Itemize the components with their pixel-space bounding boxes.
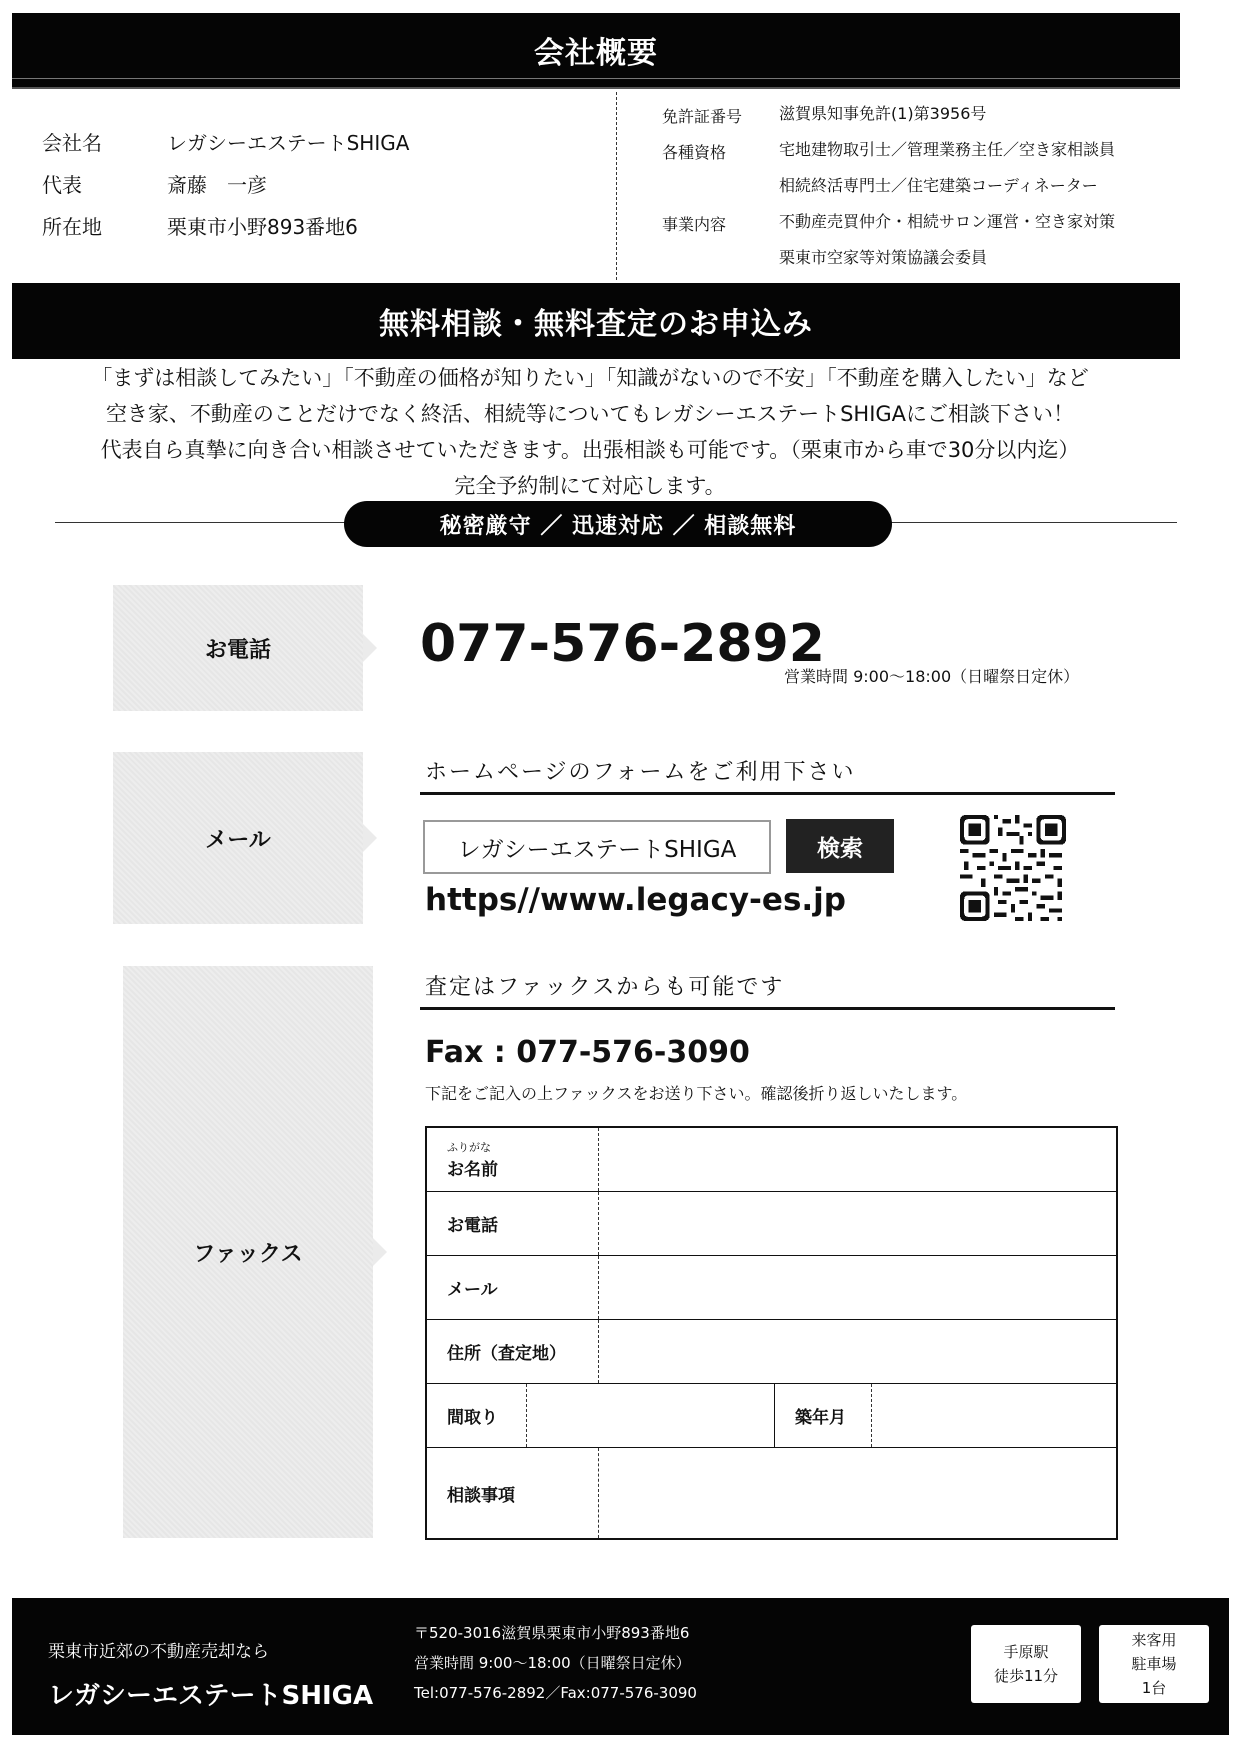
location-row bbox=[42, 204, 409, 246]
parking-box bbox=[1099, 1625, 1209, 1703]
mail-label: メール bbox=[205, 827, 271, 853]
footer-address: 〒520-3016滋賀県栗東市小野893番地6 bbox=[414, 1624, 690, 1642]
fax-number: Fax : 077-576-3090 bbox=[425, 1035, 750, 1070]
parking-line-1: 来客用 bbox=[1131, 1631, 1177, 1649]
company-name-row bbox=[42, 120, 409, 162]
location-value: 栗東市小野893番地6 bbox=[167, 214, 358, 239]
station-name: 手原駅 bbox=[1003, 1643, 1049, 1661]
fax-heading: 査定はファックスからも可能です bbox=[425, 975, 785, 1000]
furigana-label: ふりがな bbox=[447, 1141, 491, 1154]
phone-label: お電話 bbox=[204, 637, 271, 663]
intro-line-2: 空き家、不動産のことだけでなく終活、相続等についてもレガシーエステートSHIGAにご相談下さい！ bbox=[105, 402, 1075, 426]
company-info-left bbox=[42, 120, 409, 246]
parking-line-2: 駐車場 bbox=[1131, 1655, 1177, 1673]
form-row-layout-built bbox=[427, 1384, 1116, 1448]
qualifications-value-1: 宅地建物取引士／管理業務主任／空き家相談員 bbox=[779, 140, 1116, 159]
representative-row bbox=[42, 162, 409, 204]
business-value-1: 不動産売買仲介・相続サロン運営・空き家対策 bbox=[779, 212, 1116, 231]
mail-tile bbox=[113, 752, 363, 924]
name-label bbox=[427, 1128, 599, 1191]
mail-heading: ホームページのフォームをご利用下さい bbox=[425, 760, 856, 785]
overview-divider bbox=[616, 92, 617, 280]
overview-header bbox=[12, 13, 1180, 89]
phone-field-label: お電話 bbox=[427, 1192, 599, 1255]
qualifications-value-2: 相続終活専門士／住宅建築コーディネーター bbox=[779, 176, 1098, 195]
station-access-box bbox=[971, 1625, 1081, 1703]
station-walk: 徒歩11分 bbox=[993, 1667, 1059, 1685]
company-name-label: 会社名 bbox=[42, 130, 102, 155]
fax-instructions: 下記をご記入の上ファックスをお送り下さい。確認後折り返しいたします。 bbox=[425, 1084, 968, 1103]
phone-field[interactable] bbox=[599, 1192, 1116, 1255]
fax-tile bbox=[123, 966, 373, 1538]
representative-label: 代表 bbox=[42, 172, 82, 197]
phone-number[interactable]: 077-576-2892 bbox=[420, 614, 825, 674]
form-row-name bbox=[427, 1128, 1116, 1192]
footer-company-name: レガシーエステートSHIGA bbox=[48, 1681, 374, 1711]
phone-tile bbox=[113, 585, 363, 711]
footer-tagline: 栗東市近郊の不動産売却なら bbox=[48, 1642, 269, 1662]
qualifications-row bbox=[662, 136, 1115, 208]
license-row bbox=[662, 100, 1115, 136]
business-label: 事業内容 bbox=[662, 215, 727, 234]
company-info-right bbox=[662, 100, 1115, 280]
business-value-2: 栗東市空家等対策協議会委員 bbox=[779, 248, 988, 267]
website-url[interactable]: https//www.legacy-es.jp bbox=[425, 882, 846, 918]
fax-label: ファックス bbox=[193, 1241, 303, 1267]
consult-field[interactable] bbox=[599, 1448, 1116, 1538]
footer-info bbox=[414, 1618, 697, 1708]
parking-line-3: 1台 bbox=[1141, 1679, 1167, 1697]
address-field-label: 住所（査定地） bbox=[427, 1320, 599, 1383]
search-button[interactable]: 検索 bbox=[786, 819, 894, 873]
fax-heading-rule bbox=[420, 1007, 1115, 1010]
company-name-value: レガシーエステートSHIGA bbox=[167, 130, 410, 155]
intro-line-4: 完全予約制にて対応します。 bbox=[454, 474, 726, 498]
business-row bbox=[662, 208, 1115, 280]
footer-contact: Tel:077-576-2892／Fax:077-576-3090 bbox=[414, 1684, 697, 1702]
intro-text bbox=[0, 360, 1180, 504]
footer-hours: 営業時間 9:00〜18:00（日曜祭日定休） bbox=[414, 1654, 691, 1672]
intro-line-1: 「まずは相談してみたい」「不動産の価格が知りたい」「知識がないので不安」「不動産を購入したい」など bbox=[91, 366, 1089, 390]
license-label: 免許証番号 bbox=[662, 107, 743, 126]
built-field[interactable] bbox=[872, 1384, 1116, 1447]
application-title: 無料相談・無料査定のお申込み bbox=[379, 307, 813, 342]
qualifications-label: 各種資格 bbox=[662, 143, 727, 162]
name-field[interactable] bbox=[599, 1128, 1116, 1191]
business-hours: 営業時間 9:00〜18:00（日曜祭日定休） bbox=[784, 667, 1080, 686]
consult-field-label: 相談事項 bbox=[427, 1448, 599, 1538]
license-value: 滋賀県知事免許(1)第3956号 bbox=[779, 104, 987, 123]
mail-field-label: メール bbox=[427, 1256, 599, 1319]
layout-field-label: 間取り bbox=[427, 1384, 527, 1447]
form-row-mail bbox=[427, 1256, 1116, 1320]
mail-field[interactable] bbox=[599, 1256, 1116, 1319]
built-field-label: 築年月 bbox=[775, 1384, 872, 1447]
fax-form bbox=[425, 1126, 1118, 1540]
footer bbox=[12, 1598, 1229, 1735]
search-input[interactable]: レガシーエステートSHIGA bbox=[423, 820, 771, 874]
form-row-address bbox=[427, 1320, 1116, 1384]
form-row-phone bbox=[427, 1192, 1116, 1256]
overview-title: 会社概要 bbox=[534, 36, 658, 71]
qr-code-icon[interactable] bbox=[960, 815, 1066, 921]
name-label-text: お名前 bbox=[447, 1160, 498, 1180]
representative-value: 斎藤 一彦 bbox=[167, 172, 267, 197]
application-header bbox=[12, 283, 1180, 359]
location-label: 所在地 bbox=[42, 214, 102, 239]
address-field[interactable] bbox=[599, 1320, 1116, 1383]
promise-badge: 秘密厳守 ／ 迅速対応 ／ 相談無料 bbox=[344, 501, 892, 547]
layout-field[interactable] bbox=[527, 1384, 775, 1447]
intro-line-3: 代表自ら真摯に向き合い相談させていただきます。出張相談も可能です。（栗東市から車で30分以内迄） bbox=[100, 438, 1080, 462]
form-row-consult bbox=[427, 1448, 1116, 1538]
mail-heading-rule bbox=[420, 792, 1115, 795]
